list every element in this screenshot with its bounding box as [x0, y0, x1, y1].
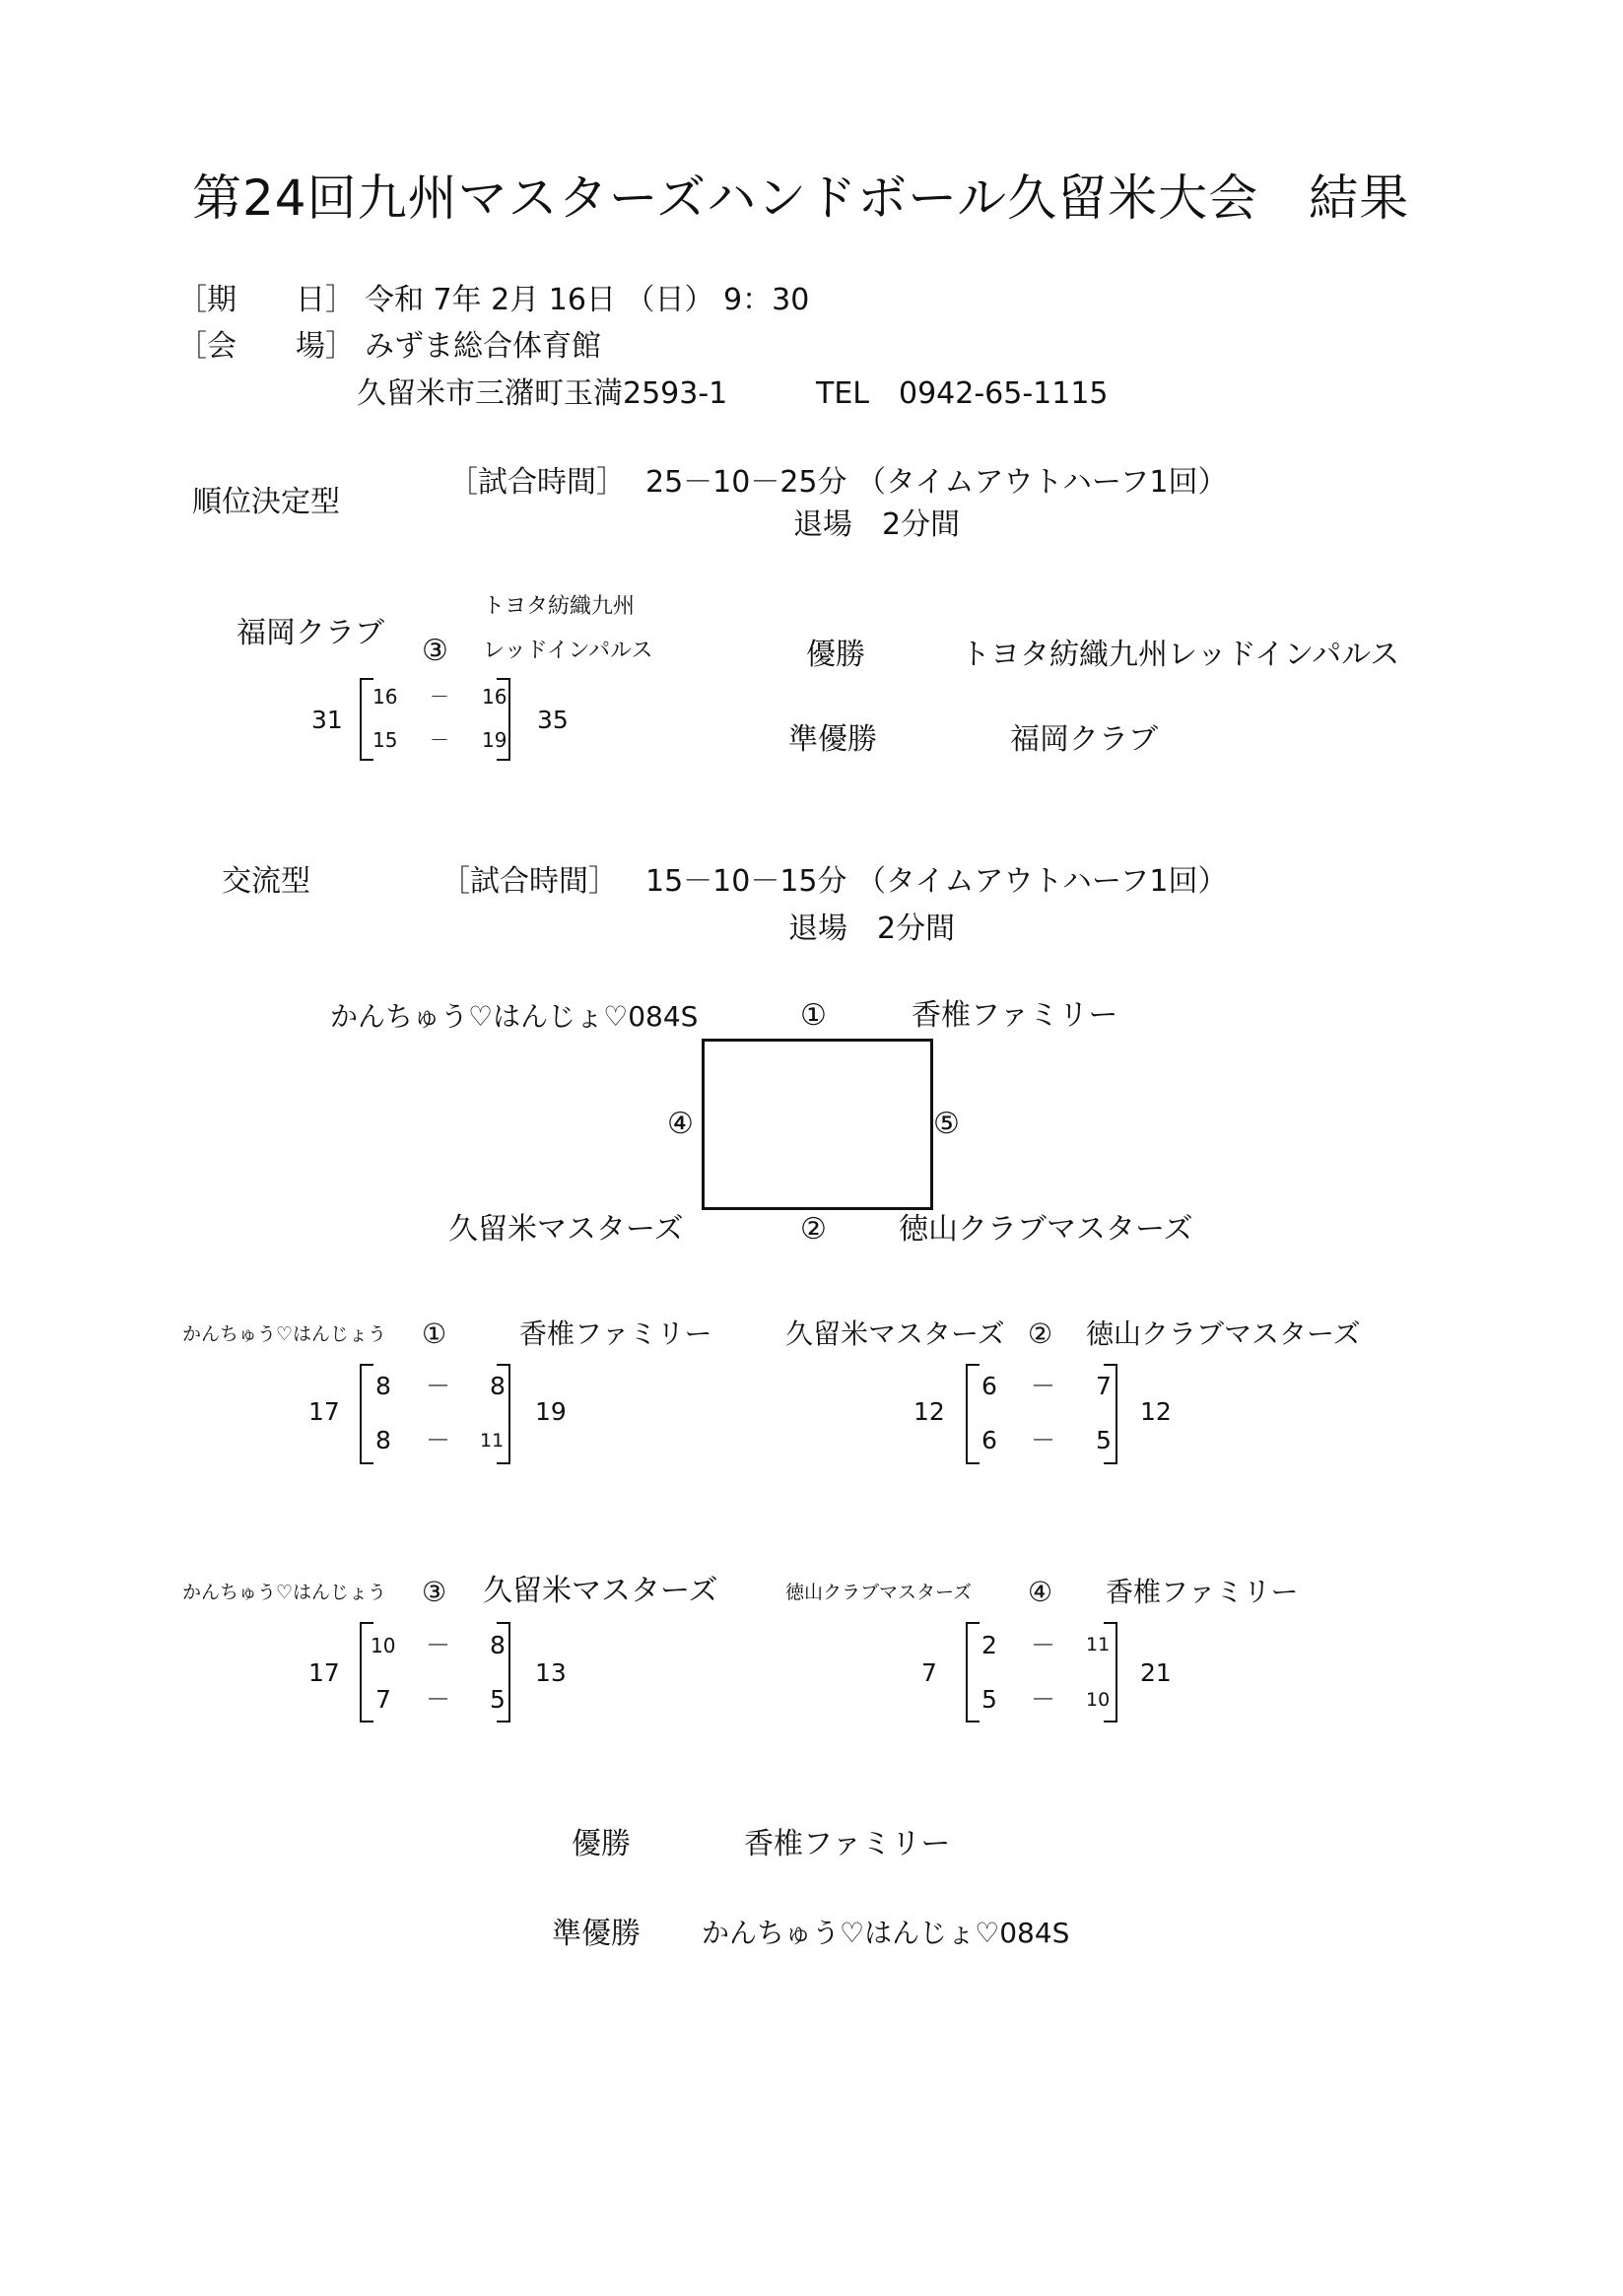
match-team-right: 徳山クラブマスターズ: [1086, 1317, 1361, 1350]
page-title: 第24回九州マスターズハンドボール久留米大会 結果: [192, 169, 1410, 227]
match-number: ③: [422, 634, 448, 668]
match-number: ④: [1028, 1576, 1053, 1608]
diagram-top-right-team: 香椎ファミリー: [912, 998, 1118, 1033]
match-total-right: 13: [535, 1658, 567, 1687]
match-number: ②: [1028, 1317, 1053, 1350]
score-h1-right: 8: [490, 1372, 506, 1400]
score-dash: －: [1031, 1426, 1056, 1454]
score-dash: －: [1031, 1685, 1056, 1714]
score-bracket-left: [360, 1364, 373, 1464]
score-dash: －: [426, 1426, 451, 1454]
venue-tel: TEL 0942-65-1115: [816, 376, 1109, 411]
score-h1-left: 2: [981, 1631, 997, 1659]
score-h1-left: 6: [981, 1372, 997, 1400]
diagram-bottom-left-team: 久留米マスターズ: [448, 1212, 684, 1247]
match-team-left: 久留米マスターズ: [785, 1317, 1005, 1350]
match-team-left: 徳山クラブマスターズ: [785, 1582, 973, 1603]
ranking-runner: 福岡クラブ: [1010, 722, 1158, 757]
exchange-runner: かんちゅう♡はんじょ♡084S: [702, 1917, 1070, 1949]
score-h2-left: 8: [375, 1426, 391, 1454]
score-bracket-left: [360, 678, 373, 761]
exchange-label: 交流型: [222, 864, 310, 899]
score-dash: －: [426, 1372, 451, 1400]
match-team-left: かんちゅう♡はんじょう: [182, 1323, 387, 1345]
exchange-winner-label: 優勝: [572, 1827, 631, 1861]
diagram-number-5: ⑤: [933, 1107, 960, 1141]
date-label: ［期 日］: [177, 283, 355, 317]
diagram-box: [702, 1039, 933, 1210]
match-total-left: 31: [311, 706, 343, 734]
score-h1-left: 8: [375, 1372, 391, 1400]
match-team-right-line1: トヨタ紡織九州: [483, 594, 636, 619]
match-team-right-line2: レッドインパルス: [483, 639, 653, 663]
venue-label: ［会 場］: [177, 329, 355, 364]
diagram-number-1: ①: [800, 998, 827, 1033]
match-total-right: 19: [535, 1397, 567, 1426]
match-team-left: かんちゅう♡はんじょう: [182, 1582, 387, 1603]
match-team-left: 福岡クラブ: [237, 616, 384, 650]
score-h2-right: 10: [1086, 1689, 1111, 1711]
score-h2-left: 6: [981, 1426, 997, 1454]
match-number: ③: [422, 1576, 447, 1608]
diagram-bottom-right-team: 徳山クラブマスターズ: [899, 1212, 1193, 1247]
score-h2-right: 5: [490, 1685, 506, 1714]
score-dash: －: [430, 685, 449, 709]
ranking-runner-label: 準優勝: [788, 722, 877, 757]
ranking-penalty: 退場 2分間: [793, 507, 961, 542]
ranking-label: 順位決定型: [192, 485, 340, 519]
score-h1-right: 11: [1086, 1634, 1111, 1655]
match-team-right: 香椎ファミリー: [519, 1317, 712, 1350]
score-bracket-left: [966, 1364, 980, 1464]
ranking-time-value: 25－10－25分 （タイムアウトハーフ1回）: [645, 465, 1228, 500]
diagram-top-left-team: かんちゅう♡はんじょ♡084S: [330, 1000, 699, 1033]
exchange-time-value: 15－10－15分 （タイムアウトハーフ1回）: [645, 864, 1228, 899]
score-h2-left: 7: [375, 1685, 391, 1714]
score-dash: －: [426, 1631, 451, 1659]
score-h2-left: 15: [372, 728, 398, 752]
exchange-runner-label: 準優勝: [552, 1917, 641, 1951]
exchange-winner: 香椎ファミリー: [744, 1827, 951, 1861]
score-h2-right: 5: [1096, 1426, 1112, 1454]
match-total-right: 21: [1140, 1658, 1172, 1687]
venue-value: みずま総合体育館: [365, 329, 601, 364]
score-h1-left: 16: [372, 685, 398, 709]
diagram-number-4: ④: [667, 1107, 694, 1141]
score-h1-left: 10: [371, 1634, 396, 1657]
score-h1-right: 7: [1096, 1372, 1112, 1400]
score-h2-left: 5: [981, 1685, 997, 1714]
score-h1-right: 16: [482, 685, 507, 709]
exchange-penalty: 退場 2分間: [788, 912, 956, 946]
match-total-left: 7: [921, 1658, 937, 1687]
exchange-time-label: ［試合時間］: [440, 864, 618, 899]
match-total-left: 17: [308, 1658, 340, 1687]
score-h2-right: 19: [482, 728, 507, 752]
match-team-right: 香椎ファミリー: [1106, 1576, 1299, 1608]
ranking-winner-label: 優勝: [806, 638, 865, 672]
date-value: 令和 7年 2月 16日 （日） 9：30: [365, 283, 810, 317]
match-number: ①: [422, 1317, 447, 1350]
score-dash: －: [1031, 1372, 1056, 1400]
venue-address: 久留米市三潴町玉満2593-1: [357, 376, 728, 411]
score-dash: －: [426, 1685, 451, 1714]
match-team-right: 久留米マスターズ: [483, 1574, 718, 1608]
score-bracket-left: [966, 1622, 980, 1722]
ranking-winner: トヨタ紡織九州レッドインパルス: [961, 638, 1400, 672]
score-dash: －: [430, 728, 449, 752]
score-h1-right: 8: [490, 1631, 506, 1659]
match-total-left: 12: [913, 1397, 945, 1426]
match-total-right: 12: [1140, 1397, 1172, 1426]
match-total-right: 35: [537, 706, 569, 734]
match-total-left: 17: [308, 1397, 340, 1426]
score-dash: －: [1031, 1631, 1056, 1659]
score-h2-right: 11: [480, 1430, 505, 1452]
diagram-number-2: ②: [800, 1212, 827, 1247]
ranking-time-label: ［試合時間］: [448, 465, 626, 500]
